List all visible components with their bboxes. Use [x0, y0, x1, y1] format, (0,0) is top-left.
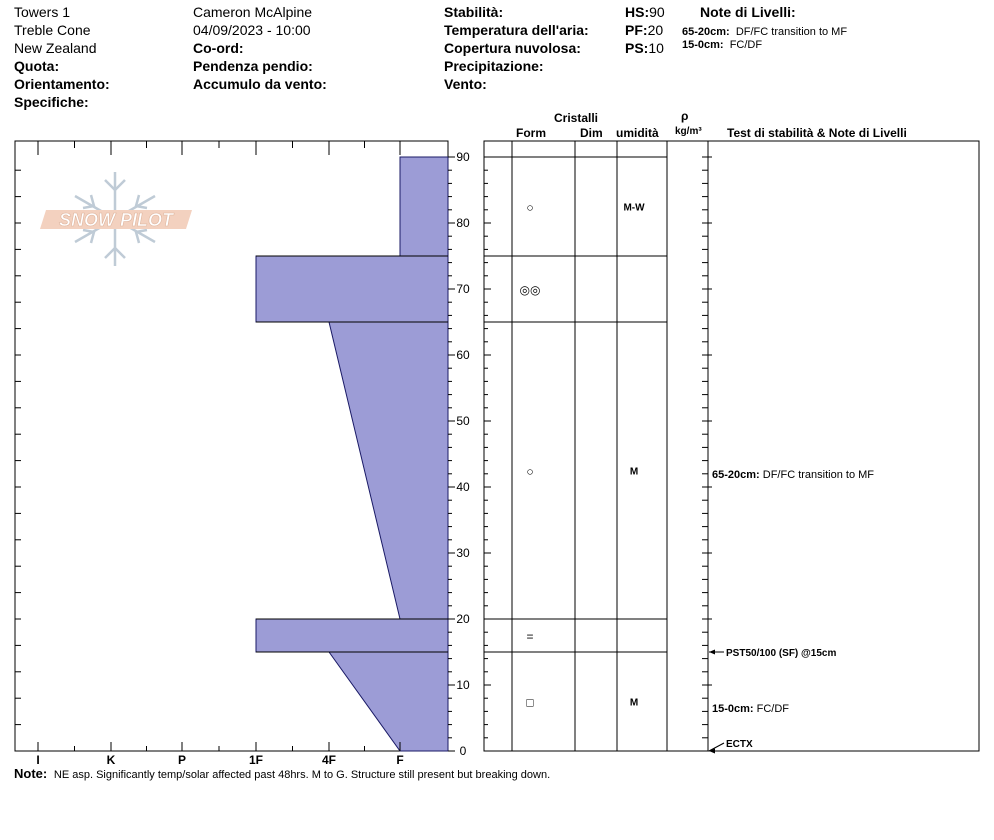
note-label: Note:: [14, 766, 48, 781]
dim-header: Dim: [580, 126, 603, 140]
note-text: NE asp. Significantly temp/solar affected past 48hrs. M to G. Structure still present but breaking down.: [53, 769, 551, 781]
annotation-depth: 15-0cm:: [712, 703, 757, 716]
observer-name: Cameron McAlpine: [193, 4, 313, 20]
hardness-tick-label-1F: 1F: [248, 753, 264, 767]
moisture-header: umidità: [616, 126, 659, 140]
accumulo-label: Accumulo da vento:: [193, 76, 327, 92]
hs-value: 90: [649, 4, 665, 20]
annotation-text: FC/DF: [756, 703, 790, 716]
hardness-area-fill: [256, 157, 448, 751]
height-label-90: 90: [456, 150, 470, 164]
layer-moisture: M: [629, 697, 639, 709]
layers-table-frame: [484, 141, 979, 751]
orientamento-label: Orientamento:: [14, 76, 110, 92]
height-label-20: 20: [456, 612, 470, 626]
location-name: Towers 1: [14, 4, 71, 20]
height-label-10: 10: [456, 678, 470, 692]
crystals-header: Cristalli: [554, 111, 599, 125]
hs-label: HS:: [625, 4, 650, 20]
annotation-arrow: [709, 743, 724, 751]
layer-form-faceted-crystals: □: [526, 695, 534, 710]
tests-column-ticks: [702, 157, 712, 751]
footer-note: [14, 766, 550, 783]
layer-note-1-depth: 65-20cm:: [682, 26, 730, 38]
layer-form-crust: =: [526, 629, 534, 644]
annotation-test-label: PST50/100 (SF) @15cm: [726, 648, 837, 659]
logo-text: SNOW PILOT: [59, 210, 173, 230]
layer-form-rounded-grains: ○: [526, 200, 534, 215]
annotation-arrowhead: [709, 650, 715, 655]
layer-moisture: M-W: [623, 202, 645, 214]
layer-form-rounded-grains: ○: [526, 464, 534, 479]
layer-notes-title: Note di Livelli:: [700, 4, 796, 20]
hardness-tick-label-P: P: [177, 753, 187, 767]
annotation-test-label: ECTX: [726, 739, 753, 750]
height-label-50: 50: [456, 414, 470, 428]
annotation-depth: 65-20cm:: [712, 468, 763, 481]
temperature-label: Temperatura dell'aria:: [444, 22, 589, 38]
wind-label: Vento:: [444, 76, 487, 92]
annotation-layer-note: [712, 469, 874, 481]
precipitation-label: Precipitazione:: [444, 58, 544, 74]
hardness-profile: [256, 157, 448, 751]
height-label-70: 70: [456, 282, 470, 296]
height-label-60: 60: [456, 348, 470, 362]
stability-tests-header: Test di stabilità & Note di Livelli: [727, 126, 907, 140]
stabilita-label: Stabilità:: [444, 4, 504, 20]
country-name: New Zealand: [14, 40, 97, 56]
form-header: Form: [516, 126, 546, 140]
density-rho-header: ρ: [681, 109, 689, 123]
quota-label: Quota:: [14, 58, 60, 74]
height-label-40: 40: [456, 480, 470, 494]
annotation-layer-note: [712, 703, 789, 715]
snow-pilot-logo: [40, 172, 192, 266]
density-unit-header: kg/m³: [675, 126, 702, 137]
ps-value: 10: [648, 40, 664, 56]
annotation-text: DF/FC transition to MF: [762, 468, 875, 481]
hardness-tick-label-F: F: [396, 753, 404, 767]
hardness-tick-label-4F: 4F: [321, 753, 337, 767]
pf-value: 20: [647, 22, 664, 38]
height-label-0: 0: [459, 744, 467, 758]
height-axis: [448, 150, 491, 758]
coord-label: Co-ord:: [193, 40, 244, 56]
hardness-tick-label-K: K: [106, 753, 116, 767]
ps-label: PS:: [625, 40, 649, 56]
height-label-30: 30: [456, 546, 470, 560]
pendenza-label: Pendenza pendio:: [193, 58, 313, 74]
layer-note-1-text: DF/FC transition to MF: [735, 26, 848, 38]
cloud-cover-label: Copertura nuvolosa:: [444, 40, 581, 56]
height-label-80: 80: [456, 216, 470, 230]
layer-note-2-depth: 15-0cm:: [682, 39, 724, 51]
pf-label: PF:: [625, 22, 648, 38]
stability-annotations: [709, 469, 874, 754]
area-name: Treble Cone: [14, 22, 91, 38]
layer-note-2-text: FC/DF: [729, 39, 763, 51]
layer-moisture: M: [629, 466, 639, 478]
hardness-tick-label-I: I: [36, 753, 40, 767]
observation-datetime: 04/09/2023 - 10:00: [193, 22, 311, 38]
specifiche-label: Specifiche:: [14, 94, 89, 110]
layer-form-melt-forms: ◎◎: [519, 283, 541, 297]
left-minor-ticks: [15, 170, 21, 751]
